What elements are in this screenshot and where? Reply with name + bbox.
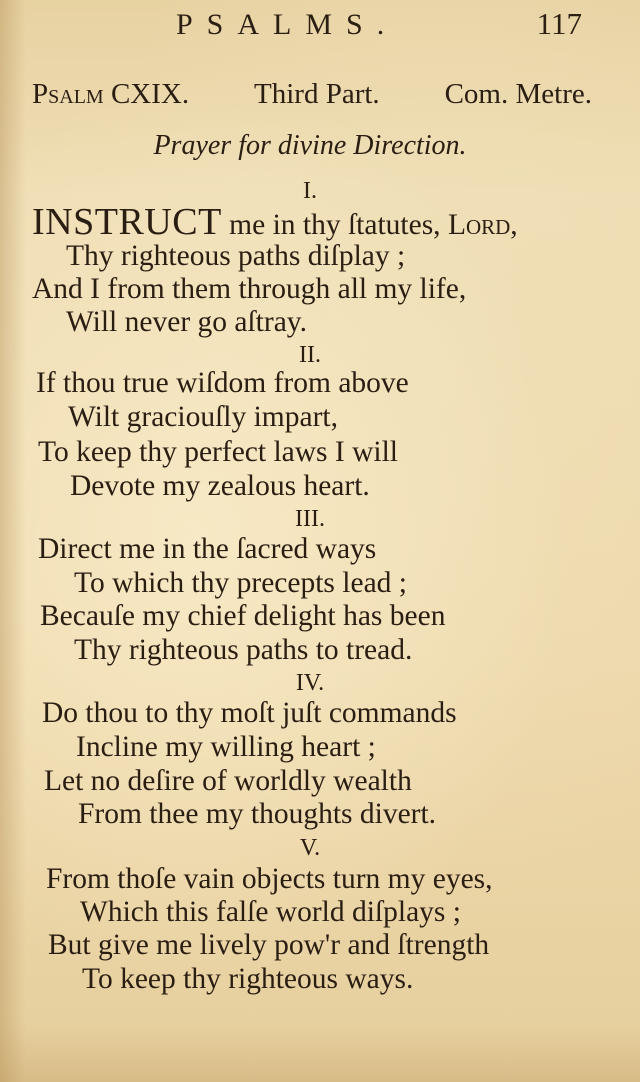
stanza-number: IV. [295,670,325,696]
verse-line: Which this falſe world diſplays ; [80,896,461,928]
verse-line: Let no deſire of worldly wealth [44,765,412,797]
verse-line: INSTRUCT me in thy ſtatutes, Lord, [32,201,518,243]
verse-line: Becauſe my chief delight has been [40,600,446,632]
verse-line: To keep thy perfect laws I will [38,436,399,468]
stanza-number: I. [303,178,317,204]
stanza-number: III. [295,506,325,532]
psalm-title [32,78,592,111]
verse-line: Incline my willing heart ; [76,731,376,763]
psalm-metre: Com. Metre. [444,78,592,110]
verse-line: To keep thy righteous ways. [82,963,414,995]
verse-line: Thy righteous paths diſplay ; [66,240,406,272]
page-bottom-shadow [0,1022,640,1082]
verse-line: To which thy precepts lead ; [74,567,407,599]
verse-line: Devote my zealous heart. [70,470,370,502]
verse-line: Direct me in the ſacred ways [38,533,377,565]
verse-line: And I from them through all my life, [32,273,467,305]
running-head: PSALMS. [176,8,399,41]
verse-line: From thoſe vain objects turn my eyes, [46,863,493,895]
verse-line: Wilt graciouſly impart, [68,401,338,433]
psalm-number: Psalm CXIX. [32,78,190,110]
verse-line: But give me lively pow'r and ſtrength [48,929,490,961]
verse-line: Do thou to thy moſt juſt commands [42,697,457,729]
verse-line: Will never go aſtray. [66,306,307,338]
verse-line: Thy righteous paths to tread. [74,634,413,666]
page-number: 117 [536,6,582,41]
page-edge-shadow [0,0,26,1082]
psalm-subtitle: Prayer for divine Direction. [153,130,467,161]
stanza-number: II. [299,342,321,368]
stanza-number: V. [299,835,321,861]
verse-line: From thee my thoughts divert. [78,798,437,830]
psalm-part: Third Part. [254,78,380,110]
verse-line: If thou true wiſdom from above [36,367,409,399]
